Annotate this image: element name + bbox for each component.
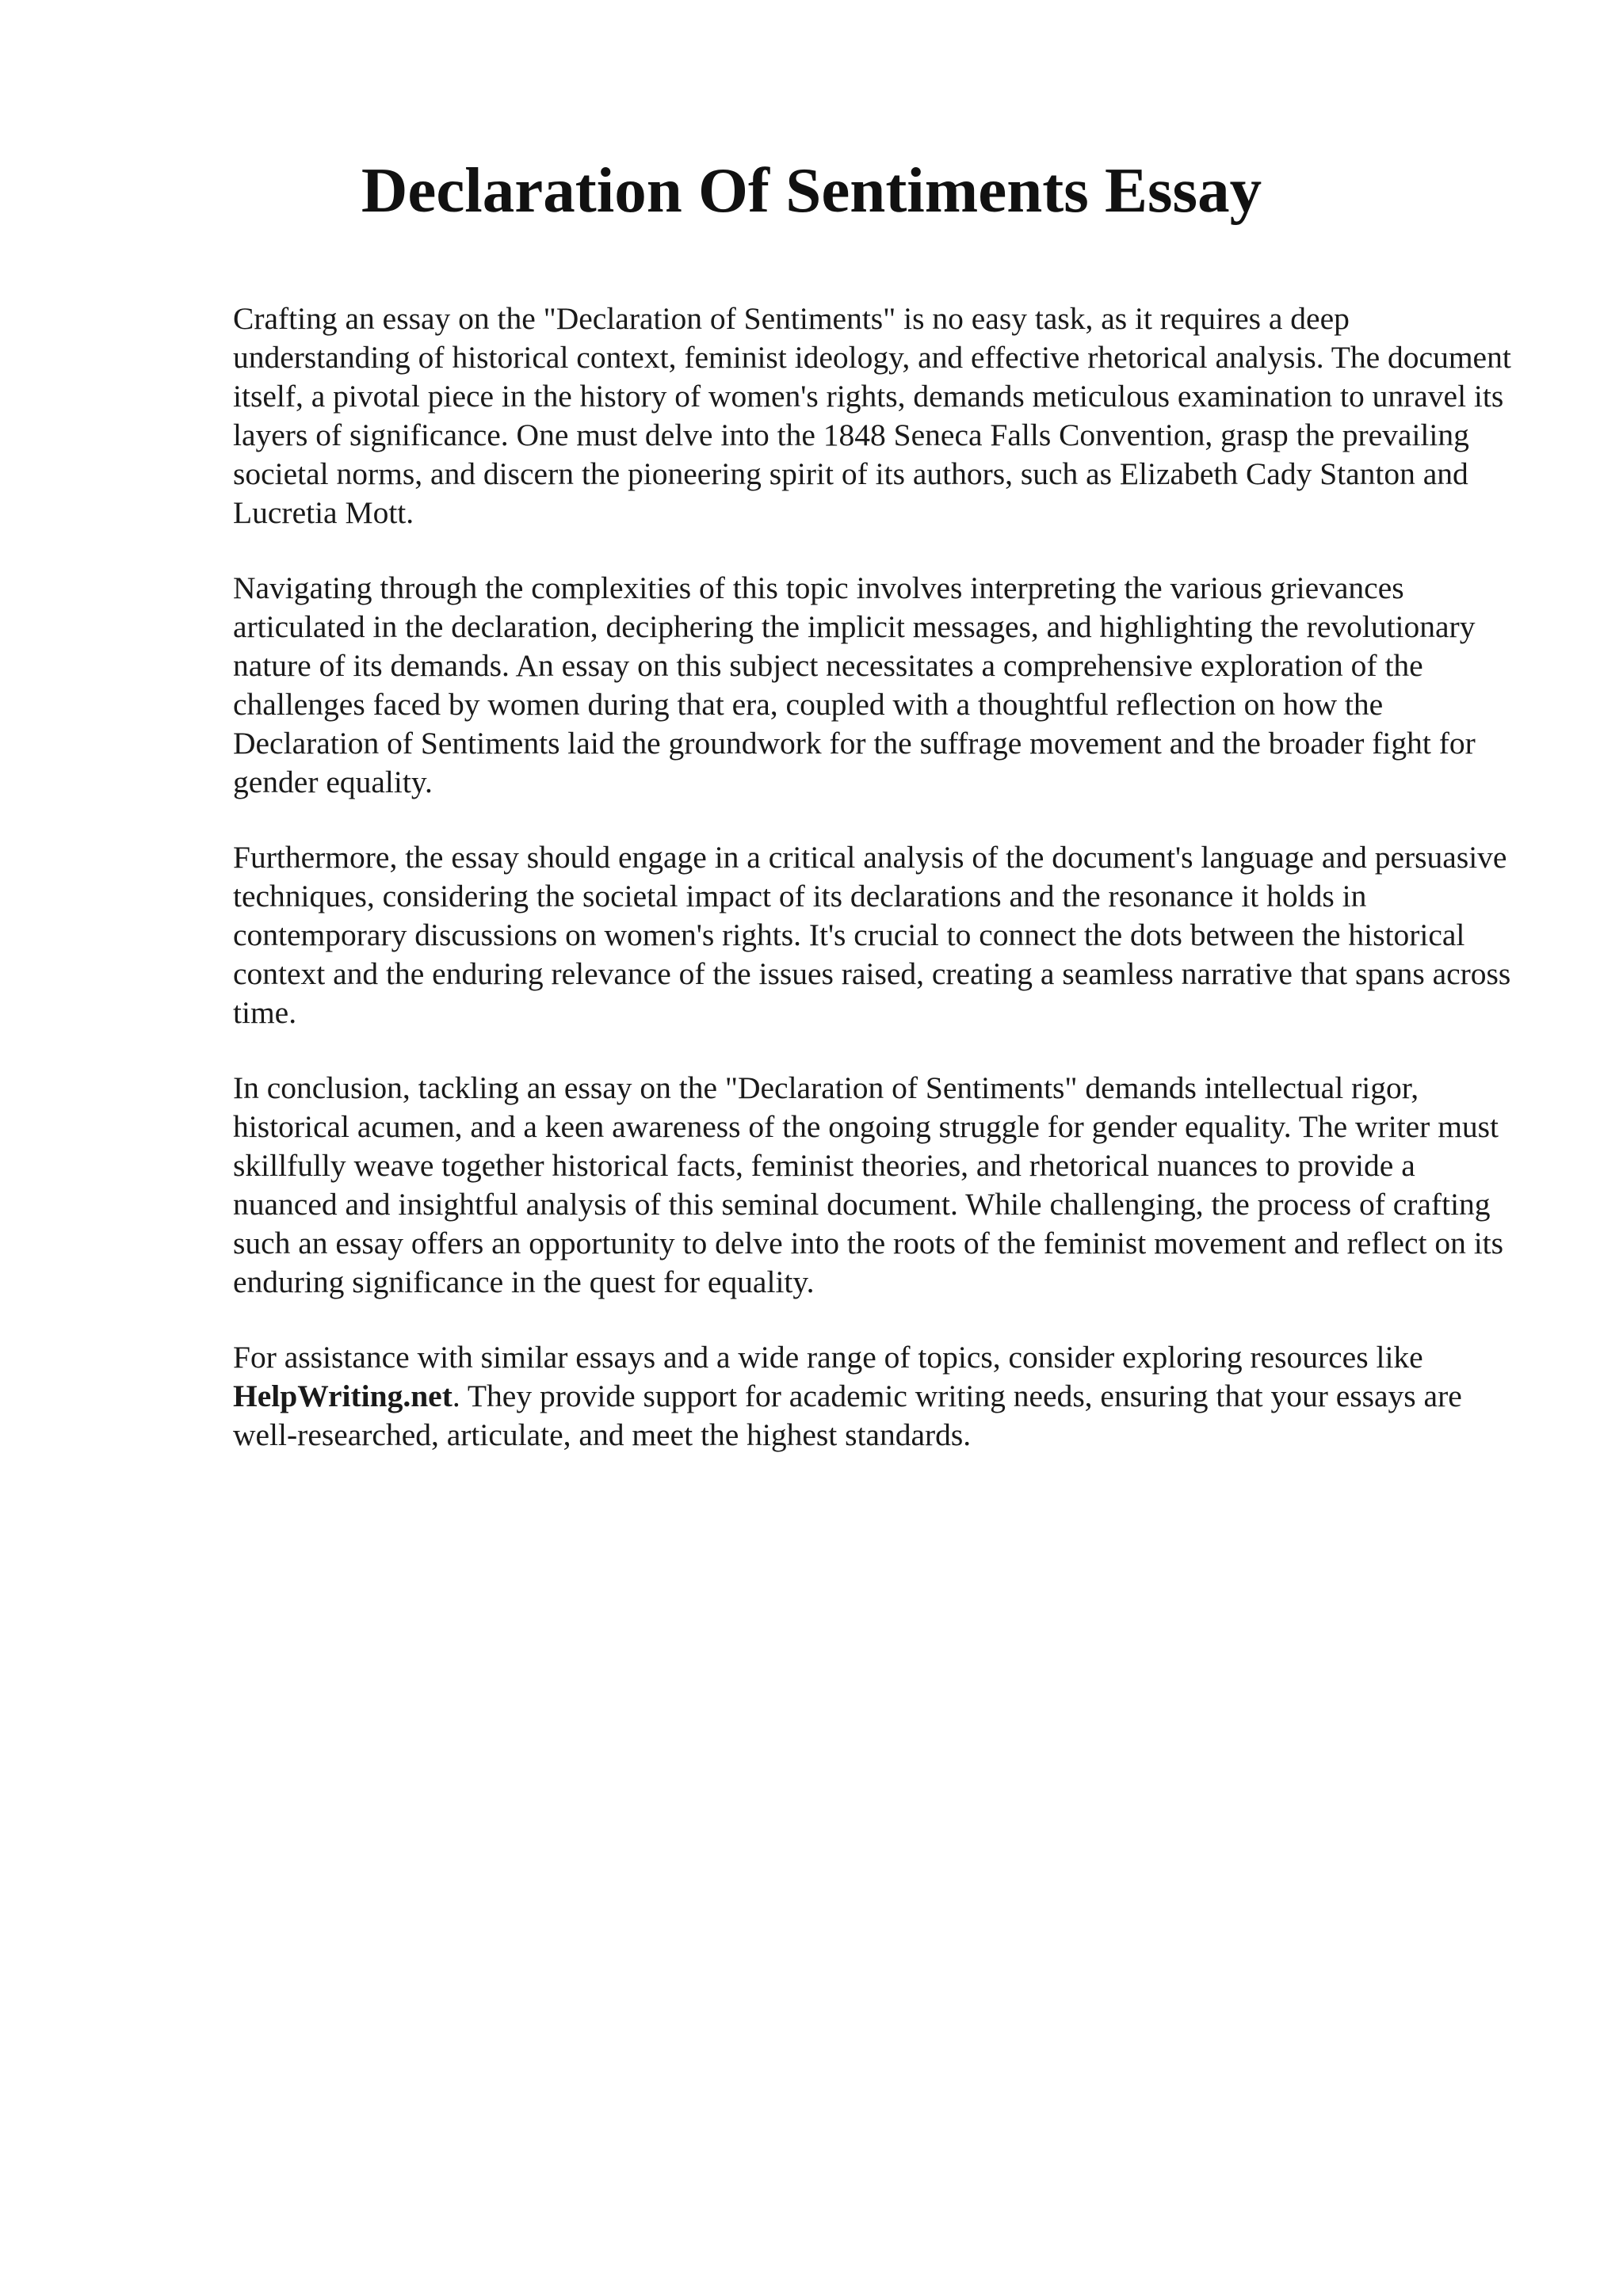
paragraph-1: Crafting an essay on the "Declaration of Sentiments" is no easy task, as it requires a deep understanding of historical context, feminist ideology, and effective rhetorical analysis. The document itself, a pivotal piece in the history of women's rights, demands meticulous examination to unravel its layers of significance. One must delve into the 1848 Seneca Falls Convention, grasp the prevailing societal norms, and discern the pioneering spirit of its authors, such as Elizabeth Cady Stanton and Lucretia Mott.: [233, 301, 1511, 530]
closing-paragraph: [233, 1338, 1517, 1455]
closing-text-start: For assistance with similar essays and a wide range of topics, consider exploring resources like: [233, 1340, 1423, 1375]
essay-body: [233, 299, 1517, 1491]
paragraph-2: Navigating through the complexities of this topic involves interpreting the various grievances articulated in the declaration, deciphering the implicit messages, and highlighting the revolutionary nature of its demands. An essay on this subject necessitates a comprehensive exploration of the challenges faced by women during that era, coupled with a thoughtful reflection on how the Declaration of Sentiments laid the groundwork for the suffrage movement and the broader fight for gender equality.: [233, 570, 1476, 799]
page-title: Declaration Of Sentiments Essay: [361, 154, 1262, 226]
title-area: [0, 0, 1623, 317]
paragraph-3: Furthermore, the essay should engage in a critical analysis of the document's language and persuasive techniques, considering the societal impact of its declarations and the resonance it holds in contemporary discussions on women's rights. It's crucial to connect the dots between the historical context and the enduring relevance of the issues raised, creating a seamless narrative that spans across time.: [233, 840, 1511, 1030]
closing-text-end: . They provide support for academic writing needs, ensuring that your essays are well-researched, articulate, and meet the highest standards.: [233, 1379, 1462, 1452]
paragraph-4: In conclusion, tackling an essay on the "Declaration of Sentiments" demands intellectual rigor, historical acumen, and a keen awareness of the ongoing struggle for gender equality. The writer must skillfully weave together historical facts, feminist theories, and rhetorical nuances to provide a nuanced and insightful analysis of this seminal document. While challenging, the process of crafting such an essay offers an opportunity to delve into the roots of the feminist movement and reflect on its enduring significance in the quest for equality.: [233, 1070, 1504, 1299]
brand-link[interactable]: HelpWriting.net: [233, 1379, 453, 1413]
